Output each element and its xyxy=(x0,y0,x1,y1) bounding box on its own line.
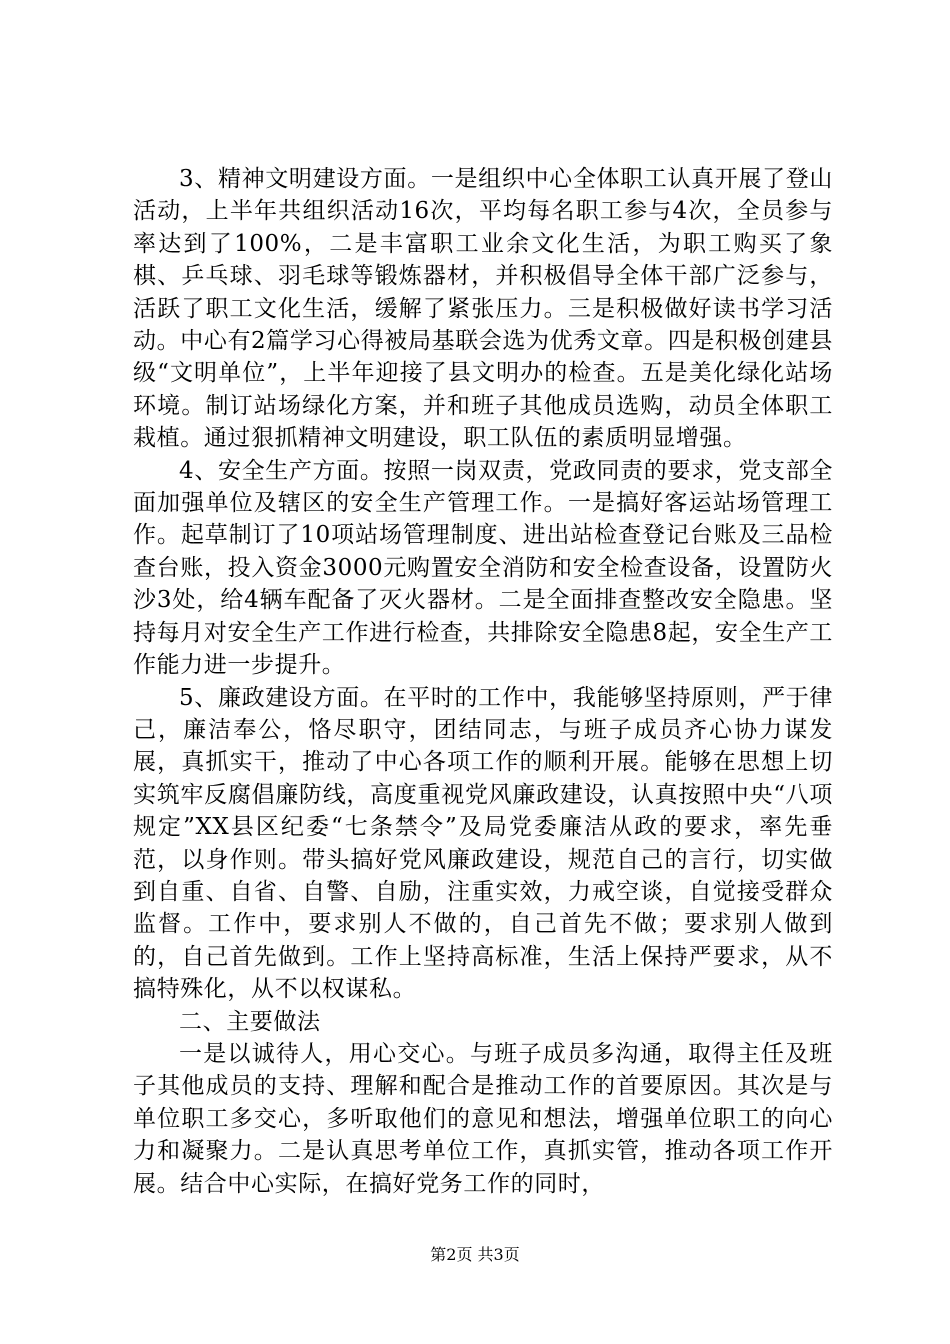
document-body xyxy=(133,163,833,1200)
paragraph-safety-production: 4、安全生产方面。按照一岗双责，党政同责的要求，党支部全面加强单位及辖区的安全生产管理工作。一是搞好客运站场管理工作。起草制订了10项站场管理制度、进出站检查登记台账及三品检查台账，投入资金3000元购置安全消防和安全检查设备，设置防火沙3处，给4辆车配备了灭火器材。二是全面排查整改安全隐患。坚持每月对安全生产工作进行检查，共排除安全隐患8起，安全生产工作能力进一步提升。 xyxy=(133,457,833,679)
page-footer: 第2页 共3页 xyxy=(430,1245,520,1264)
paragraph-spiritual-civilization: 3、精神文明建设方面。一是组织中心全体职工认真开展了登山活动，上半年共组织活动16次，平均每名职工参与4次，全员参与率达到了100%，二是丰富职工业余文化生活，为职工购买了象棋、乒乓球、羽毛球等锻炼器材，并积极倡导全体干部广泛参与，活跃了职工文化生活，缓解了紧张压力。三是积极做好读书学习活动。中心有2篇学习心得被局基联会选为优秀文章。四是积极创建县级“文明单位”，上半年迎接了县文明办的检查。五是美化绿化站场环境。制订站场绿化方案，并和班子其他成员选购，动员全体职工栽植。通过狠抓精神文明建设，职工队伍的素质明显增强。 xyxy=(133,166,833,452)
paragraph-clean-government: 5、廉政建设方面。在平时的工作中，我能够坚持原则，严于律己，廉洁奉公，恪尽职守，团结同志，与班子成员齐心协力谋发展，真抓实干，推动了中心各项工作的顺利开展。能够在思想上切实筑牢反腐倡廉防线，高度重视党风廉政建设，认真按照中央“八项规定”XX县区纪委“七条禁令”及局党委廉洁从政的要求，率先垂范，以身作则。带头搞好党风廉政建设，规范自己的言行，切实做到自重、自省、自警、自励，注重实效，力戒空谈，自觉接受群众监督。工作中，要求别人不做的，自己首先不做；要求别人做到的，自己首先做到。工作上坚持高标准，生活上保持严要求，从不搞特殊化，从不以权谋私。 xyxy=(133,684,833,1003)
section-heading-main-practices: 二、主要做法 xyxy=(179,1008,321,1035)
paragraph-main-practices: 一是以诚待人，用心交心。与班子成员多沟通，取得主任及班子其他成员的支持、理解和配合是推动工作的首要原因。其次是与单位职工多交心，多听取他们的意见和想法，增强单位职工的向心力和凝聚力。二是认真思考单位工作，真抓实管，推动各项工作开展。结合中心实际，在搞好党务工作的同时， xyxy=(133,1040,833,1197)
